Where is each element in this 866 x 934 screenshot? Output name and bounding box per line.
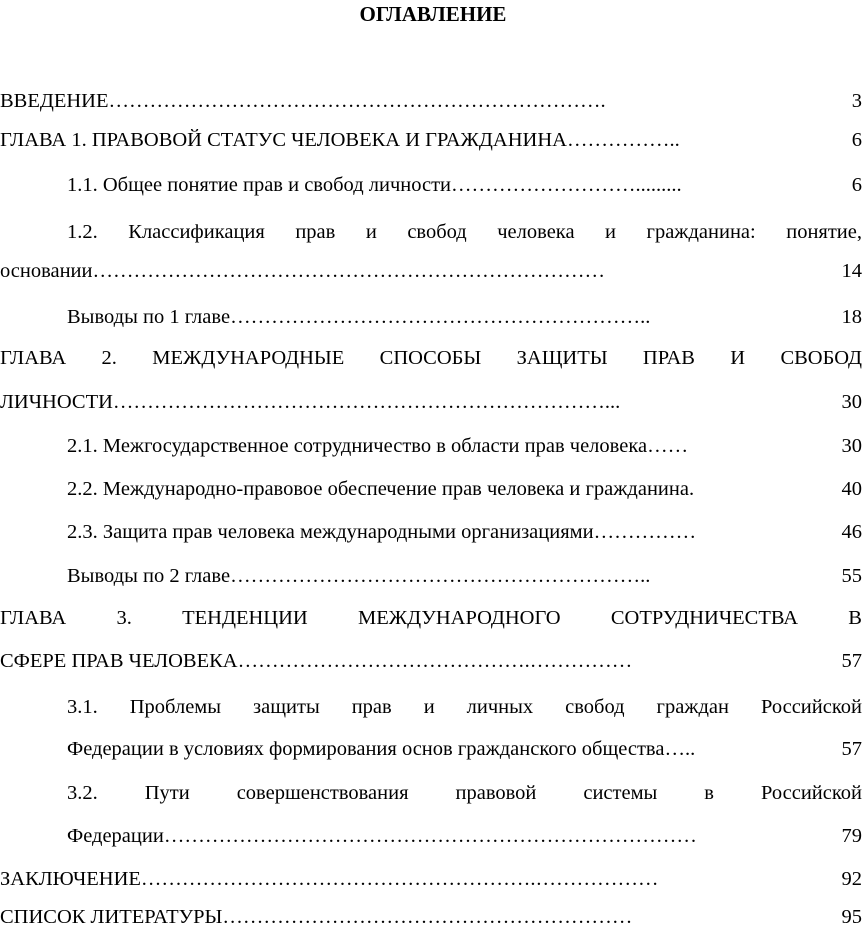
toc-leader-dots: ……………………………………………………..: [230, 565, 651, 587]
toc-entry-section-3-2-line-2: [67, 823, 862, 849]
toc-page-number: 95: [841, 906, 862, 928]
toc-leader-dots: ……: [647, 435, 689, 457]
toc-entry-chapter-1-conclusions: [67, 304, 862, 330]
toc-entry-section-2-3: [67, 519, 862, 545]
toc-entry-text: Выводы по 1 главе: [67, 306, 231, 328]
toc-entry-introduction: [0, 88, 862, 114]
toc-entry-section-3-2-line-1: 3.2. Пути совершенствования правовой системы в Российской: [67, 782, 862, 804]
toc-entry-chapter-3-line-2: [0, 648, 862, 674]
toc-leader-dots: ……………………………………………………: [222, 906, 633, 928]
toc-leader-dots: ………………………………………………………………...: [112, 391, 621, 413]
toc-page-number: 18: [841, 306, 862, 328]
toc-page-number: 6: [851, 129, 862, 151]
toc-entry-text: Федерации в условиях формирования основ гражданского общества: [67, 738, 665, 760]
toc-leader-dots: …………………………………….……………: [237, 650, 633, 672]
toc-entry-section-2-1: [67, 433, 862, 459]
toc-leader-dots: ……………: [593, 521, 697, 543]
toc-entry-text: 2.2. Международно-правовое обеспечение прав человека и гражданина.: [67, 478, 695, 500]
toc-entry-section-3-1-line-1: 3.1. Проблемы защиты прав и личных свобод граждан Российской: [67, 696, 862, 718]
toc-entry-section-1-2-line-2: [0, 258, 862, 284]
toc-entry-text: 1.1. Общее понятие прав и свобод личности: [67, 174, 452, 196]
toc-entry-chapter-3-line-1: ГЛАВА 3. ТЕНДЕНЦИИ МЕЖДУНАРОДНОГО СОТРУДНИЧЕСТВА В: [0, 607, 862, 629]
toc-entry-text: Федерации: [67, 825, 164, 847]
toc-page-number: 57: [841, 738, 862, 760]
toc-entry-text: СФЕРЕ ПРАВ ЧЕЛОВЕКА: [0, 650, 238, 672]
toc-leader-dots: ………………………………………………….………………: [140, 868, 659, 890]
toc-leader-dots: ……………………………………………………………….: [108, 90, 606, 112]
toc-entry-text: основании: [0, 260, 93, 282]
toc-entry-chapter-2-line-1: ГЛАВА 2. МЕЖДУНАРОДНЫЕ СПОСОБЫ ЗАЩИТЫ ПРАВ И СВОБОД: [0, 347, 862, 369]
toc-title: ОГЛАВЛЕНИЕ: [359, 2, 507, 26]
toc-leader-dots: …………………………………………………………………: [92, 260, 606, 282]
toc-page-number: 92: [841, 868, 862, 890]
toc-entry-text: СПИСОК ЛИТЕРАТУРЫ: [0, 906, 223, 928]
toc-entry-text: 2.3. Защита прав человека международными организациями: [67, 521, 594, 543]
toc-leader-dots: …..: [664, 738, 696, 760]
toc-page-number: 14: [841, 260, 862, 282]
toc-entry-section-1-2-line-1: 1.2. Классификация прав и свобод человека и гражданина: понятие,: [67, 221, 862, 243]
toc-entry-text: Выводы по 2 главе: [67, 565, 231, 587]
toc-page-number: 40: [841, 478, 862, 500]
toc-page-number: 3: [851, 90, 862, 112]
toc-leader-dots: ……………………………………………………………………: [163, 825, 697, 847]
toc-leader-dots: ……………..: [566, 129, 680, 151]
toc-entry-text: ЗАКЛЮЧЕНИЕ: [0, 868, 141, 890]
toc-entry-section-3-1-line-2: [67, 736, 862, 762]
toc-entry-chapter-1: [0, 127, 862, 153]
toc-entry-section-2-2: [67, 476, 862, 502]
toc-page-number: 46: [841, 521, 862, 543]
toc-entry-text: ГЛАВА 1. ПРАВОВОЙ СТАТУС ЧЕЛОВЕКА И ГРАЖДАНИНА: [0, 129, 567, 151]
toc-leader-dots: ……………………….........: [451, 174, 682, 196]
toc-page-number: 55: [841, 565, 862, 587]
toc-page-number: 30: [841, 391, 862, 413]
toc-entry-bibliography: [0, 904, 862, 930]
toc-entry-text: ЛИЧНОСТИ: [0, 391, 113, 413]
toc-entry-chapter-2-line-2: [0, 389, 862, 415]
toc-entry-section-1-1: [67, 172, 862, 198]
toc-entry-text: 2.1. Межгосударственное сотрудничество в области прав человека: [67, 435, 648, 457]
toc-page-number: 79: [841, 825, 862, 847]
toc-page-number: 30: [841, 435, 862, 457]
toc-entry-chapter-2-conclusions: [67, 563, 862, 589]
toc-page-number: 57: [841, 650, 862, 672]
toc-page-number: 6: [851, 174, 862, 196]
toc-entry-text: ВВЕДЕНИЕ: [0, 90, 109, 112]
toc-leader-dots: ……………………………………………………..: [230, 306, 651, 328]
toc-entry-conclusion: [0, 866, 862, 892]
